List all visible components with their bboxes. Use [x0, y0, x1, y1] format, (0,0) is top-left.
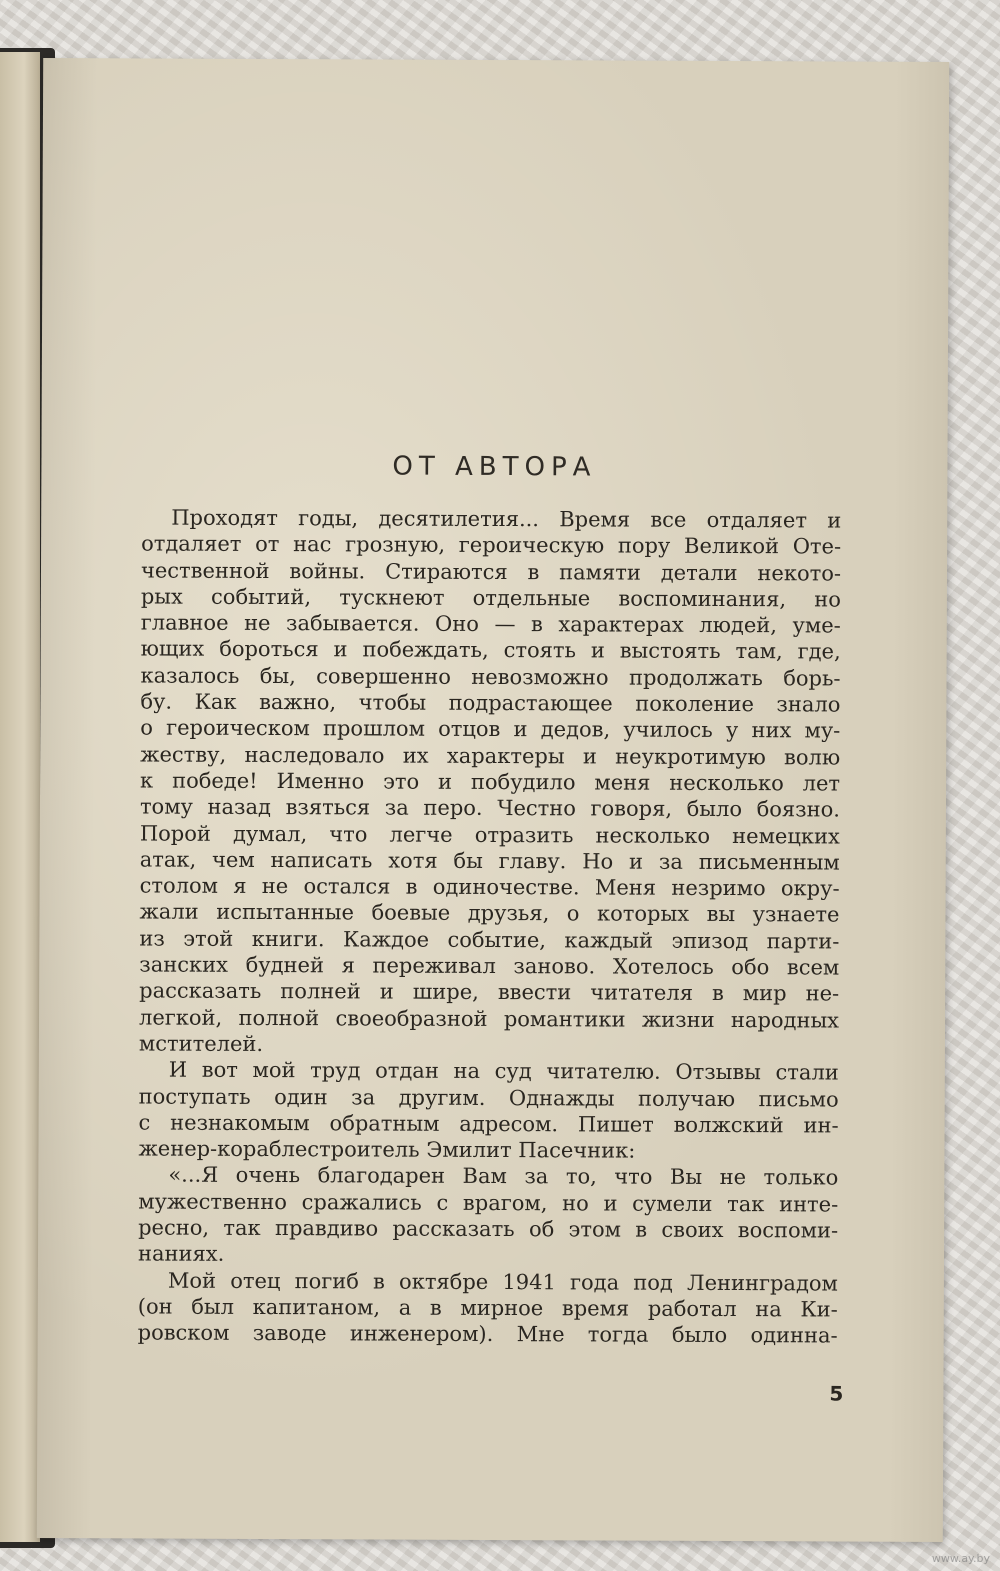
- watermark: www.ay.by: [931, 1552, 990, 1565]
- text-line: о героическом прошлом отцов и дедов, училось у них му-: [140, 715, 841, 743]
- text-line: столом я не остался в одиночестве. Меня незримо окру-: [139, 873, 840, 901]
- text-line: жали испытанные боевые друзья, о которых вы узнаете: [139, 899, 840, 927]
- text-line: с незнакомым обратным адресом. Пишет волжский ин-: [138, 1110, 839, 1138]
- text-line: к победе! Именно это и побудило меня несколько лет: [140, 768, 841, 796]
- text-line: женер-кораблестроитель Эмилит Пасечник:: [138, 1136, 636, 1163]
- text-line: Порой думал, что легче отразить несколько немецких: [139, 821, 840, 849]
- text-line: мужественно сражались с врагом, но и сумели так инте-: [138, 1189, 839, 1217]
- text-line: легкой, полной своеобразной романтики жизни народных: [138, 1005, 840, 1033]
- text-line: И вот мой труд отдан на суд читателю. Отзывы стали: [168, 1057, 839, 1085]
- text-line: из этой книги. Каждое событие, каждый эпизод парти-: [139, 926, 840, 954]
- left-page-edge: [0, 52, 40, 1542]
- text-line: жеству, наследовало их характеры и неукротимую волю: [140, 742, 841, 770]
- text-line: Проходят годы, десятилетия... Время все отдаляет и: [171, 505, 842, 533]
- text-line: «...Я очень благодарен Вам за то, что Вы не только: [168, 1163, 839, 1190]
- text-line: атак, чем написать хотя бы главу. Но и за письменным: [139, 847, 840, 875]
- body-text: [138, 504, 842, 1349]
- text-line: мстителей.: [138, 1031, 264, 1056]
- text-line: рассказать полней и шире, ввести читателя в мир не-: [139, 978, 840, 1006]
- text-line: казалось бы, совершенно невозможно продолжать борь-: [140, 663, 841, 691]
- book-page: [37, 58, 949, 1542]
- text-line: занских будней я переживал заново. Хотелось обо всем: [139, 952, 840, 980]
- text-line: Мой отец погиб в октябре 1941 года под Ленинградом: [167, 1268, 838, 1296]
- text-line: тому назад взяться за перо. Честно говоря, было боязно.: [139, 794, 841, 822]
- text-line: поступать один за другим. Однажды получаю письмо: [138, 1083, 839, 1112]
- text-line: отдаляет от нас грозную, героическую пору Великой Оте-: [141, 531, 842, 559]
- text-line: наниях.: [137, 1241, 225, 1267]
- text-line: чественной войны. Стираются в памяти детали некото-: [140, 558, 842, 586]
- text-line: (он был капитаном, а в мирное время работал на Ки-: [137, 1294, 838, 1322]
- text-line: ющих бороться и побеждать, стоять и выстоять там, где,: [140, 636, 841, 664]
- text-line: бу. Как важно, чтобы подрастающее поколение знало: [140, 689, 841, 717]
- page-number: 5: [829, 1381, 844, 1406]
- text-line: ресно, так правдиво рассказать об этом в своих воспоми-: [138, 1215, 839, 1243]
- text-line: ровском заводе инженером). Мне тогда было одинна-: [137, 1320, 838, 1348]
- text-line: главное не забывается. Оно — в характерах людей, уме-: [140, 610, 841, 638]
- text-line: рых событий, тускнеют отдельные воспоминания, но: [140, 584, 841, 612]
- chapter-heading: ОТ АВТОРА: [392, 451, 597, 483]
